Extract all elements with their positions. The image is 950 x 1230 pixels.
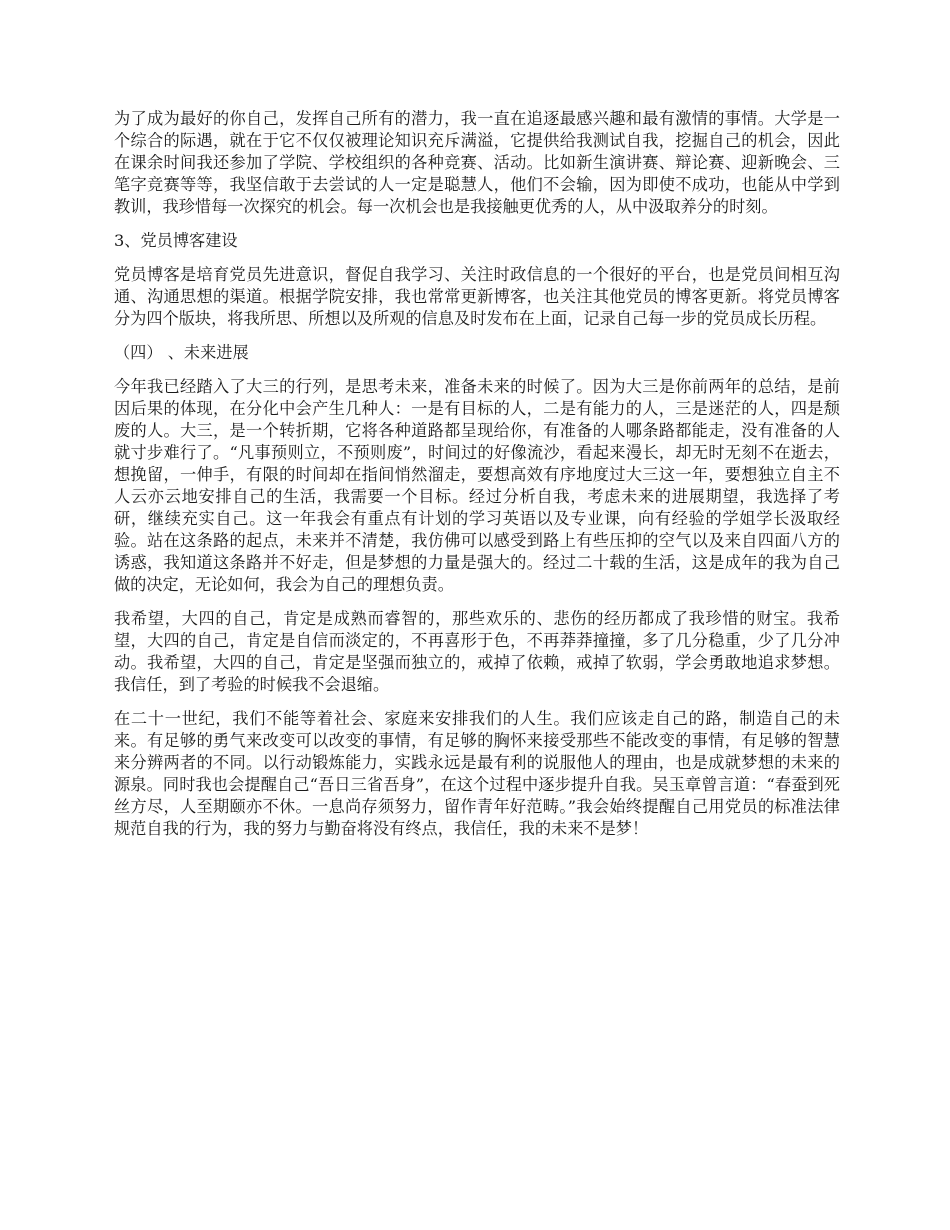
- body-paragraph-junior-year: 今年我已经踏入了大三的行列，是思考未来，准备未来的时候了。因为大三是你前两年的总结，是前因后果的体现，在分化中会产生几种人：一是有目标的人，二是有能力的人，三是迷茫的人，四是颓废的人。大三，是一个转折期，它将各种道路都呈现给你，有准备的人哪条路都能走，没有准备的人就寸步难行了。“凡事预则立，不预则废”，时间过的好像流沙，看起来漫长，却无时无刻不在逝去，想挽留，一伸手，有限的时间却在指间悄然溜走，要想高效有序地度过大三这一年，要想独立自主不人云亦云地安排自己的生活，我需要一个目标。经过分析自我，考虑未来的进展期望，我选择了考研，继续充实自己。这一年我会有重点有计划的学习英语以及专业课，向有经验的学姐学长汲取经验。站在这条路的起点，未来并不清楚，我仿佛可以感受到路上有些压抑的空气以及来自四面八方的诱惑，我知道这条路并不好走，但是梦想的力量是强大的。经过二十载的生活，这是成年的我为自己做的决定，无论如何，我会为自己的理想负责。: [114, 377, 840, 594]
- document-page: [114, 108, 840, 852]
- body-paragraph-competitions: 为了成为最好的你自己，发挥自己所有的潜力，我一直在追逐最感兴趣和最有激情的事情。大学是一个综合的际遇，就在于它不仅仅被理论知识充斥满溢，它提供给我测试自我，挖掘自己的机会，因此在课余时间我还参加了学院、学校组织的各种竞赛、活动。比如新生演讲赛、辩论赛、迎新晚会、三笔字竞赛等等，我坚信敢于去尝试的人一定是聪慧人，他们不会输，因为即使不成功，也能从中学到教训，我珍惜每一次探究的机会。每一次机会也是我接触更优秀的人，从中汲取养分的时刻。: [114, 109, 840, 216]
- body-paragraph-senior-hopes: 我希望，大四的自己，肯定是成熟而睿智的，那些欢乐的、悲伤的经历都成了我珍惜的财宝。我希望，大四的自己，肯定是自信而淡定的，不再喜形于色，不再莽莽撞撞，多了几分稳重，少了几分冲动。我希望，大四的自己，肯定是坚强而独立的，戒掉了依赖，戒掉了软弱，学会勇敢地追求梦想。我信任，到了考验的时候我不会退缩。: [114, 609, 840, 694]
- section-heading-party-blog: 3、党员博客建设: [114, 231, 238, 250]
- body-paragraph-party-blog: 党员博客是培育党员先进意识，督促自我学习、关注时政信息的一个很好的平台，也是党员间相互沟通、沟通思想的渠道。根据学院安排，我也常常更新博客，也关注其他党员的博客更新。将党员博客分为四个版块，将我所思、所想以及所观的信息及时发布在上面，记录自己每一步的党员成长历程。: [114, 265, 840, 328]
- body-paragraph-conclusion: 在二十一世纪，我们不能等着社会、家庭来安排我们的人生。我们应该走自己的路，制造自己的未来。有足够的勇气来改变可以改变的事情，有足够的胸怀来接受那些不能改变的事情，有足够的智慧来分辨两者的不同。以行动锻炼能力，实践永远是最有利的说服他人的理由，也是成就梦想的未来的源泉。同时我也会提醒自己“吾日三省吾身”，在这个过程中逐步提升自我。吴玉章曾言道：“春蚕到死丝方尽，人至期颐亦不休。一息尚存须努力，留作青年好范畴。”我会始终提醒自己用党员的标准法律规范自我的行为，我的努力与勤奋将没有终点，我信任，我的未来不是梦！: [114, 709, 840, 838]
- section-heading-future-progress: （四） 、未来进展: [114, 343, 249, 362]
